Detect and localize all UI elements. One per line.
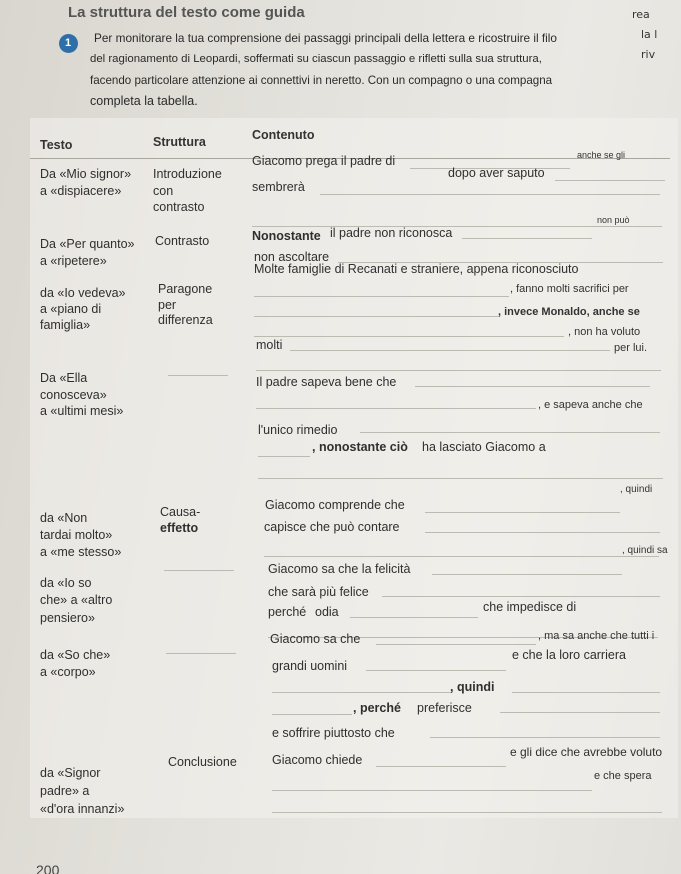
row8-contenuto-1: Giacomo chiede — [272, 753, 363, 767]
row2-testo-2: a «ripetere» — [40, 254, 107, 268]
section-title: La struttura del testo come guida — [68, 4, 305, 21]
row5-testo-2: tardai molto» — [40, 528, 113, 542]
row3-struttura-2: per — [158, 298, 177, 312]
row5-contenuto-2: , quindi — [620, 484, 653, 495]
row1-struttura-1: Introduzione — [153, 167, 222, 181]
answer-line — [254, 296, 509, 297]
row1-testo-2: a «dispiacere» — [40, 184, 122, 198]
answer-line — [366, 670, 506, 671]
row3-testo-2: a «piano di — [40, 302, 102, 316]
row6-contenuto-3: che sarà più felice — [268, 585, 369, 599]
row3-testo-1: da «Io vedeva» — [40, 286, 126, 300]
answer-line — [320, 194, 660, 195]
margin-fragment-1: rea — [632, 8, 650, 21]
row2-contenuto-2: il padre non riconosca — [330, 226, 453, 240]
answer-line — [272, 812, 662, 813]
answer-line — [376, 644, 536, 645]
row5-contenuto-1: Giacomo comprende che — [265, 498, 405, 512]
row8-contenuto-2: e gli dice che avrebbe voluto — [510, 745, 663, 759]
struttura-answer-line — [168, 375, 228, 376]
answer-line — [425, 512, 620, 513]
row8-testo-2: padre» a — [40, 784, 90, 798]
row6-testo-3: pensiero» — [40, 611, 95, 625]
answer-line — [272, 790, 592, 791]
answer-line — [382, 596, 660, 597]
row8-contenuto-3: e che spera — [594, 770, 652, 782]
row6-contenuto-4: perché — [268, 605, 307, 619]
page-number: 200 — [36, 862, 60, 874]
answer-line — [258, 478, 663, 479]
instruction-line-2: del ragionamento di Leopardi, soffermati su ciascun passaggio e rifletti sulla sua struttura, — [90, 53, 542, 65]
row4-contenuto-2: , e sapeva anche che — [538, 399, 643, 411]
row7-contenuto-3: grandi uomini — [272, 659, 348, 673]
instruction-line-3: facendo particolare attenzione ai connettivi in neretto. Con un compagno o una compagna — [90, 74, 553, 87]
row7-contenuto-1: Giacomo sa che — [270, 632, 361, 646]
answer-line — [360, 432, 660, 433]
column-header-struttura: Struttura — [153, 135, 206, 149]
row2-testo-1: Da «Per quanto» — [40, 237, 135, 251]
row6-contenuto-2: , quindi sa — [622, 545, 668, 556]
column-header-testo: Testo — [40, 138, 73, 152]
row5-struttura-1: Causa- — [160, 505, 201, 519]
row3-testo-3: famiglia» — [40, 318, 91, 332]
row2-contenuto-1: Nonostante — [252, 229, 321, 243]
row1-struttura-3: contrasto — [153, 200, 205, 214]
row7-testo-1: da «So che» — [40, 648, 111, 662]
answer-line — [350, 617, 478, 618]
answer-line — [256, 370, 661, 371]
row1-struttura-2: con — [153, 184, 174, 198]
column-header-contenuto: Contenuto — [252, 128, 315, 142]
row5-testo-1: da «Non — [40, 511, 88, 525]
row7-contenuto-2: , ma sa anche che tutti i — [538, 630, 655, 642]
row3-struttura-1: Paragone — [158, 282, 213, 296]
row3-contenuto-1: Molte famiglie di Recanati e straniere, appena riconosciuto — [254, 262, 579, 276]
row5-testo-3: a «me stesso» — [40, 545, 122, 559]
struttura-answer-line — [166, 653, 236, 654]
answer-line — [258, 456, 310, 457]
answer-line — [415, 386, 650, 387]
answer-line — [500, 712, 660, 713]
row4-contenuto-1: Il padre sapeva bene che — [256, 375, 397, 389]
row7-contenuto-8: e soffrire piuttosto che — [272, 726, 395, 740]
answer-line — [555, 180, 665, 181]
row3-contenuto-4: , non ha voluto — [568, 326, 641, 338]
row7-contenuto-5: , quindi — [450, 680, 495, 694]
answer-line — [425, 532, 660, 533]
row5-contenuto-3: capisce che può contare — [264, 520, 400, 534]
exercise-number-badge — [54, 31, 82, 55]
row7-contenuto-4: e che la loro carriera — [512, 648, 626, 662]
instruction-line-4: completa la tabella. — [90, 94, 198, 108]
row6-testo-1: da «Io so — [40, 576, 92, 590]
row1-contenuto-3: dopo aver saputo — [448, 166, 545, 180]
row4-testo-3: a «ultimi mesi» — [40, 404, 124, 418]
margin-fragment-2: la l — [641, 28, 658, 41]
row4-contenuto-3: l'unico rimedio — [258, 423, 338, 437]
exercise-instructions — [90, 28, 625, 112]
exercise-number: 1 — [59, 34, 78, 53]
answer-line — [264, 556, 659, 557]
row8-struttura-1: Conclusione — [168, 755, 237, 769]
row1-contenuto-1: Giacomo prega il padre di — [252, 154, 396, 168]
row8-testo-3: «d'ora innanzi» — [40, 802, 125, 816]
row2-contenuto-3: non può — [597, 215, 630, 225]
answer-line — [290, 350, 610, 351]
row3-contenuto-6: per lui. — [614, 342, 648, 354]
row1-contenuto-2: anche se gli — [577, 150, 626, 160]
row2-struttura-1: Contrasto — [155, 234, 210, 248]
answer-line — [252, 226, 662, 227]
row1-contenuto-4: sembrerà — [252, 180, 305, 194]
answer-line — [462, 238, 592, 239]
answer-line — [254, 316, 499, 317]
row7-contenuto-7: preferisce — [417, 701, 472, 715]
answer-line — [432, 574, 622, 575]
answer-line — [272, 692, 452, 693]
row6-testo-2: che» a «altro — [40, 593, 113, 607]
row3-struttura-3: differenza — [158, 313, 213, 327]
row1-testo-1: Da «Mio signor» — [40, 167, 132, 181]
row6-contenuto-6: che impedisce di — [483, 600, 577, 614]
row4-testo-2: conosceva» — [40, 388, 107, 402]
answer-line — [254, 336, 564, 337]
answer-line — [512, 692, 660, 693]
row4-contenuto-5: ha lasciato Giacomo a — [422, 440, 546, 454]
row7-testo-2: a «corpo» — [40, 665, 96, 679]
row7-contenuto-6: , perché — [353, 701, 401, 715]
row8-testo-1: da «Signor — [40, 766, 101, 780]
row3-contenuto-5: molti — [256, 338, 283, 352]
row5-struttura-2: effetto — [160, 521, 199, 535]
row2-contenuto-4: non ascoltare — [254, 250, 330, 264]
answer-line — [376, 766, 506, 767]
row3-contenuto-2: , fanno molti sacrifici per — [510, 283, 629, 295]
row3-contenuto-3: , invece Monaldo, anche se — [498, 306, 640, 318]
margin-fragment-3: riv — [641, 48, 656, 61]
row6-contenuto-1: Giacomo sa che la felicità — [268, 562, 411, 576]
instruction-line-1: Per monitorare la tua comprensione dei passaggi principali della lettera e ricostruire il filo — [94, 31, 557, 45]
answer-line — [430, 737, 660, 738]
struttura-answer-line — [164, 570, 234, 571]
row4-contenuto-4: , nonostante ciò — [312, 440, 408, 454]
answer-line — [272, 714, 352, 715]
row6-contenuto-5: odia — [315, 605, 339, 619]
answer-line — [256, 408, 536, 409]
row4-testo-1: Da «Ella — [40, 371, 88, 385]
